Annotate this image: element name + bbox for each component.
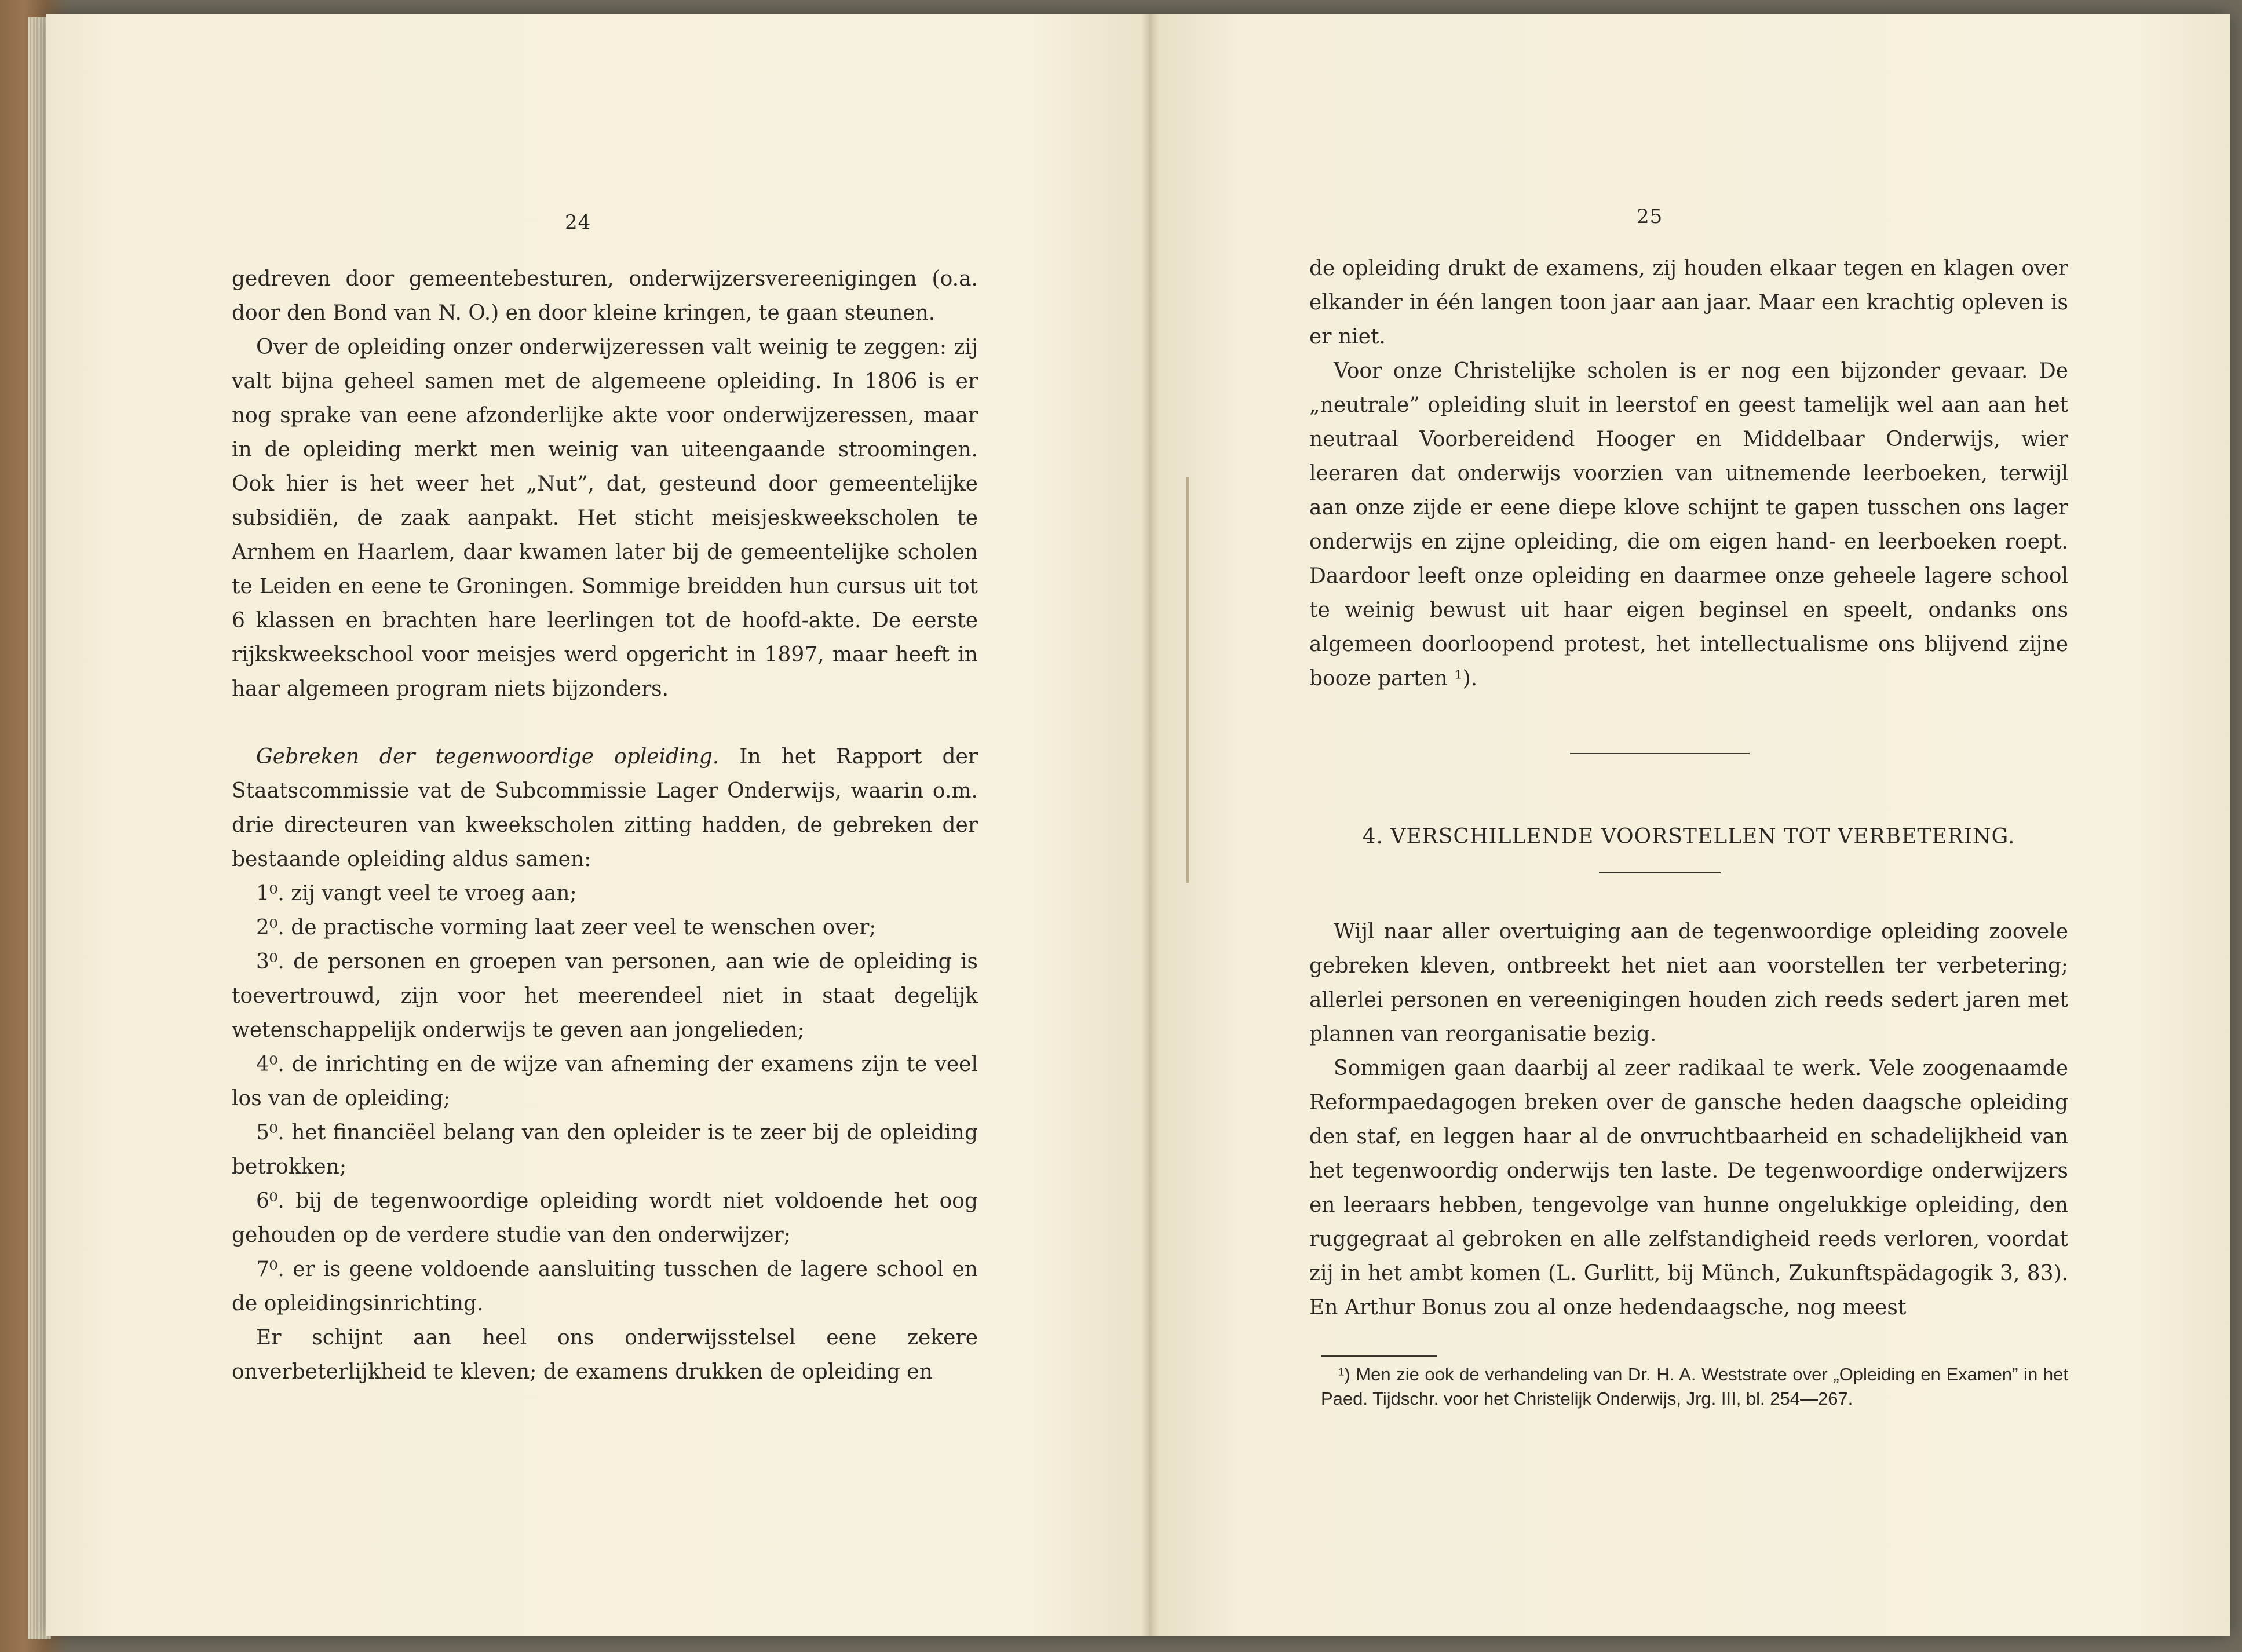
list-item-4: 4⁰. de inrichting en de wijze van afneming der examens zijn te veel los van de opleiding; [232,1052,978,1110]
divider-rule-2 [1599,872,1721,873]
right-text-column-bottom [1309,915,2068,1325]
section-heading-gebreken: Gebreken der tegenwoordige opleiding. [256,745,720,769]
book-gutter [1141,14,1159,1636]
left-text-column [232,262,978,1389]
left-paragraph-2: Over de opleiding onzer onderwijzeressen valt weinig te zeggen: zij valt bijna geheel samen met de algemeene opleiding. In 1806 is er nog sprake van eene afzonderlijke akte voor onderwijzeressen, maar in de opleiding merkt men weinig van uiteengaande stroomingen. Ook hier is het weer het „Nut”, dat, gesteund door gemeentelijke subsidiën, de zaak aanpakt. Het sticht meisjeskweekscholen te Arnhem en Haarlem, daar kwamen later bij de gemeentelijke scholen te Leiden en eene te Groningen. Sommige breidden hun cursus uit tot 6 klassen en brachten hare leerlingen tot de hoofd-akte. De eerste rijkskweekschool voor meisjes werd opgericht in 1897, maar heeft in haar algemeen program niets bijzonders. [232,335,978,701]
footnote [1321,1362,2068,1411]
divider-rule-1 [1570,753,1750,754]
left-section-paragraph [232,740,978,876]
list-item-7: 7⁰. er is geene voldoende aansluiting tusschen de lagere school en de opleidingsinrichting. [232,1258,978,1315]
right-text-column-top [1309,251,2068,696]
right-paragraph-2: Voor onze Christelijke scholen is er nog een bijzonder gevaar. De „neutrale” opleiding sluit in leerstof en geest tamelijk wel aan aan het neutraal Voorbereidend Hooger en Middelbaar Onderwijs, wier leeraren dat onderwijs voorzien van uitnemende leerboeken, terwijl aan onze zijde er eene diepe klove schijnt te gapen tusschen ons lager onderwijs en zijne opleiding, die om eigen hand- en leerboeken roept. Daardoor leeft onze opleiding en daarmee onze geheele lagere school te weinig bewust uit haar eigen beginsel en speelt, ondanks ons algemeen doorloopend protest, het intellectualisme ons blijvend zijne booze parten ¹). [1309,359,2068,690]
left-paragraph-1: gedreven door gemeentebesturen, onderwijzersvereenigingen (o.a. door den Bond van N. O.) en door kleine kringen, te gaan steunen. [232,267,978,325]
page-number-right: 25 [1637,205,1663,228]
right-paragraph-1: de opleiding drukt de examens, zij houden elkaar tegen en klagen over elkander in één langen toon jaar aan jaar. Maar een krachtig opleven is er niet. [1309,257,2068,349]
section-intro: In het Rapport der Staatscommissie vat de Subcommissie Lager Onderwijs, waarin o.m. drie directeuren van kweekscholen zitting hadden, de gebreken der bestaande opleiding aldus samen: [232,745,978,871]
list-item-2: 2⁰. de practische vorming laat zeer veel te wenschen over; [256,916,877,940]
right-paragraph-4: Sommigen gaan daarbij al zeer radikaal te werk. Vele zoogenaamde Reformpaedagogen breken over de gansche heden daagsche opleiding den staf, en leggen haar al de onvruchtbaarheid en schadelijkheid van het tegenwoordig onderwijs ten laste. De tegenwoordige onderwijzers en leeraars hebben, tengevolge van hunne ongelukkige opleiding, den ruggegraat al gebroken en alle zelfstandigheid reeds verloren, voordat zij in het ambt komen (L. Gurlitt, bij Münch, Zukunftspädagogik 3, 83). En Arthur Bonus zou al onze hedendaagsche, nog meest [1309,1057,2068,1320]
right-paragraph-3: Wijl naar aller overtuiging aan de tegenwoordige opleiding zoovele gebreken kleven, ontbreekt het niet aan voorstellen ter verbetering; allerlei personen en vereenigingen houden zich reeds sedert jaren met plannen van reorganisatie bezig. [1309,920,2068,1046]
book-spread [46,14,2230,1636]
footnote-text: ¹) Men zie ook de verhandeling van Dr. H. A. Weststrate over „Opleiding en Examen” in het Paed. Tijdschr. voor het Christelijk Onderwijs, Jrg. III, bl. 254—267. [1321,1364,2068,1409]
left-closing-paragraph: Er schijnt aan heel ons onderwijsstelsel eene zekere onverbeterlijkheid te kleven; de examens drukken de opleiding en [232,1326,978,1384]
footnote-rule [1321,1355,1437,1357]
page-number-left: 24 [565,211,591,234]
binding-thread [1186,477,1189,883]
list-item-6: 6⁰. bij de tegenwoordige opleiding wordt niet voldoende het oog gehouden op de verdere studie van den onderwijzer; [232,1189,978,1247]
list-item-3: 3⁰. de personen en groepen van personen, aan wie de opleiding is toevertrouwd, zijn voor het meerendeel niet in staat degelijk wetenschappelijk onderwijs te geven aan jongelieden; [232,950,978,1042]
section-title: 4. VERSCHILLENDE VOORSTELLEN TOT VERBETERING. [1362,825,2015,849]
list-item-5: 5⁰. het financiëel belang van den opleider is te zeer bij de opleiding betrokken; [232,1121,978,1179]
list-item-1: 1⁰. zij vangt veel te vroeg aan; [256,882,577,905]
